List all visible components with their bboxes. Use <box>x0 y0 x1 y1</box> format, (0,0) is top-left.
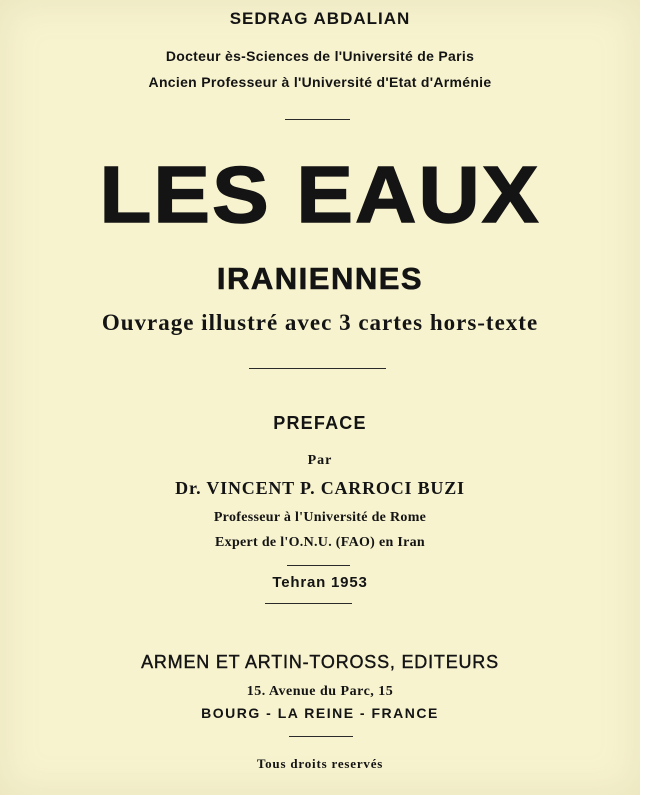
preface-heading: PREFACE <box>273 413 367 433</box>
book-title: LES EAUX <box>99 150 541 239</box>
divider <box>287 565 350 566</box>
place-date: Tehran 1953 <box>272 574 368 591</box>
preface-by: Par <box>307 453 333 468</box>
author-credential-1: Docteur ès-Sciences de l'Université de Paris <box>165 48 475 64</box>
author-credential-2: Ancien Professeur à l'Université d'Etat d'Arménie <box>148 74 492 90</box>
author-name: SEDRAG ABDALIAN <box>229 9 411 28</box>
publisher-address: 15. Avenue du Parc, 15 <box>246 684 394 699</box>
divider <box>289 736 353 737</box>
divider <box>285 119 350 120</box>
book-subtitle: IRANIENNES <box>216 261 424 296</box>
publisher-city: BOURG - LA REINE - FRANCE <box>201 705 439 721</box>
preface-author-role-1: Professeur à l'Université de Rome <box>213 510 427 525</box>
divider <box>265 603 352 604</box>
divider <box>249 368 386 369</box>
preface-author: Dr. VINCENT P. CARROCI BUZI <box>175 478 465 498</box>
illustration-note: Ouvrage illustré avec 3 cartes hors-texte <box>101 310 539 335</box>
publisher-name: ARMEN ET ARTIN-TOROSS, EDITEURS <box>141 652 499 672</box>
rights-notice: Tous droits reservés <box>256 756 384 771</box>
preface-author-role-2: Expert de l'O.N.U. (FAO) en Iran <box>215 535 425 550</box>
